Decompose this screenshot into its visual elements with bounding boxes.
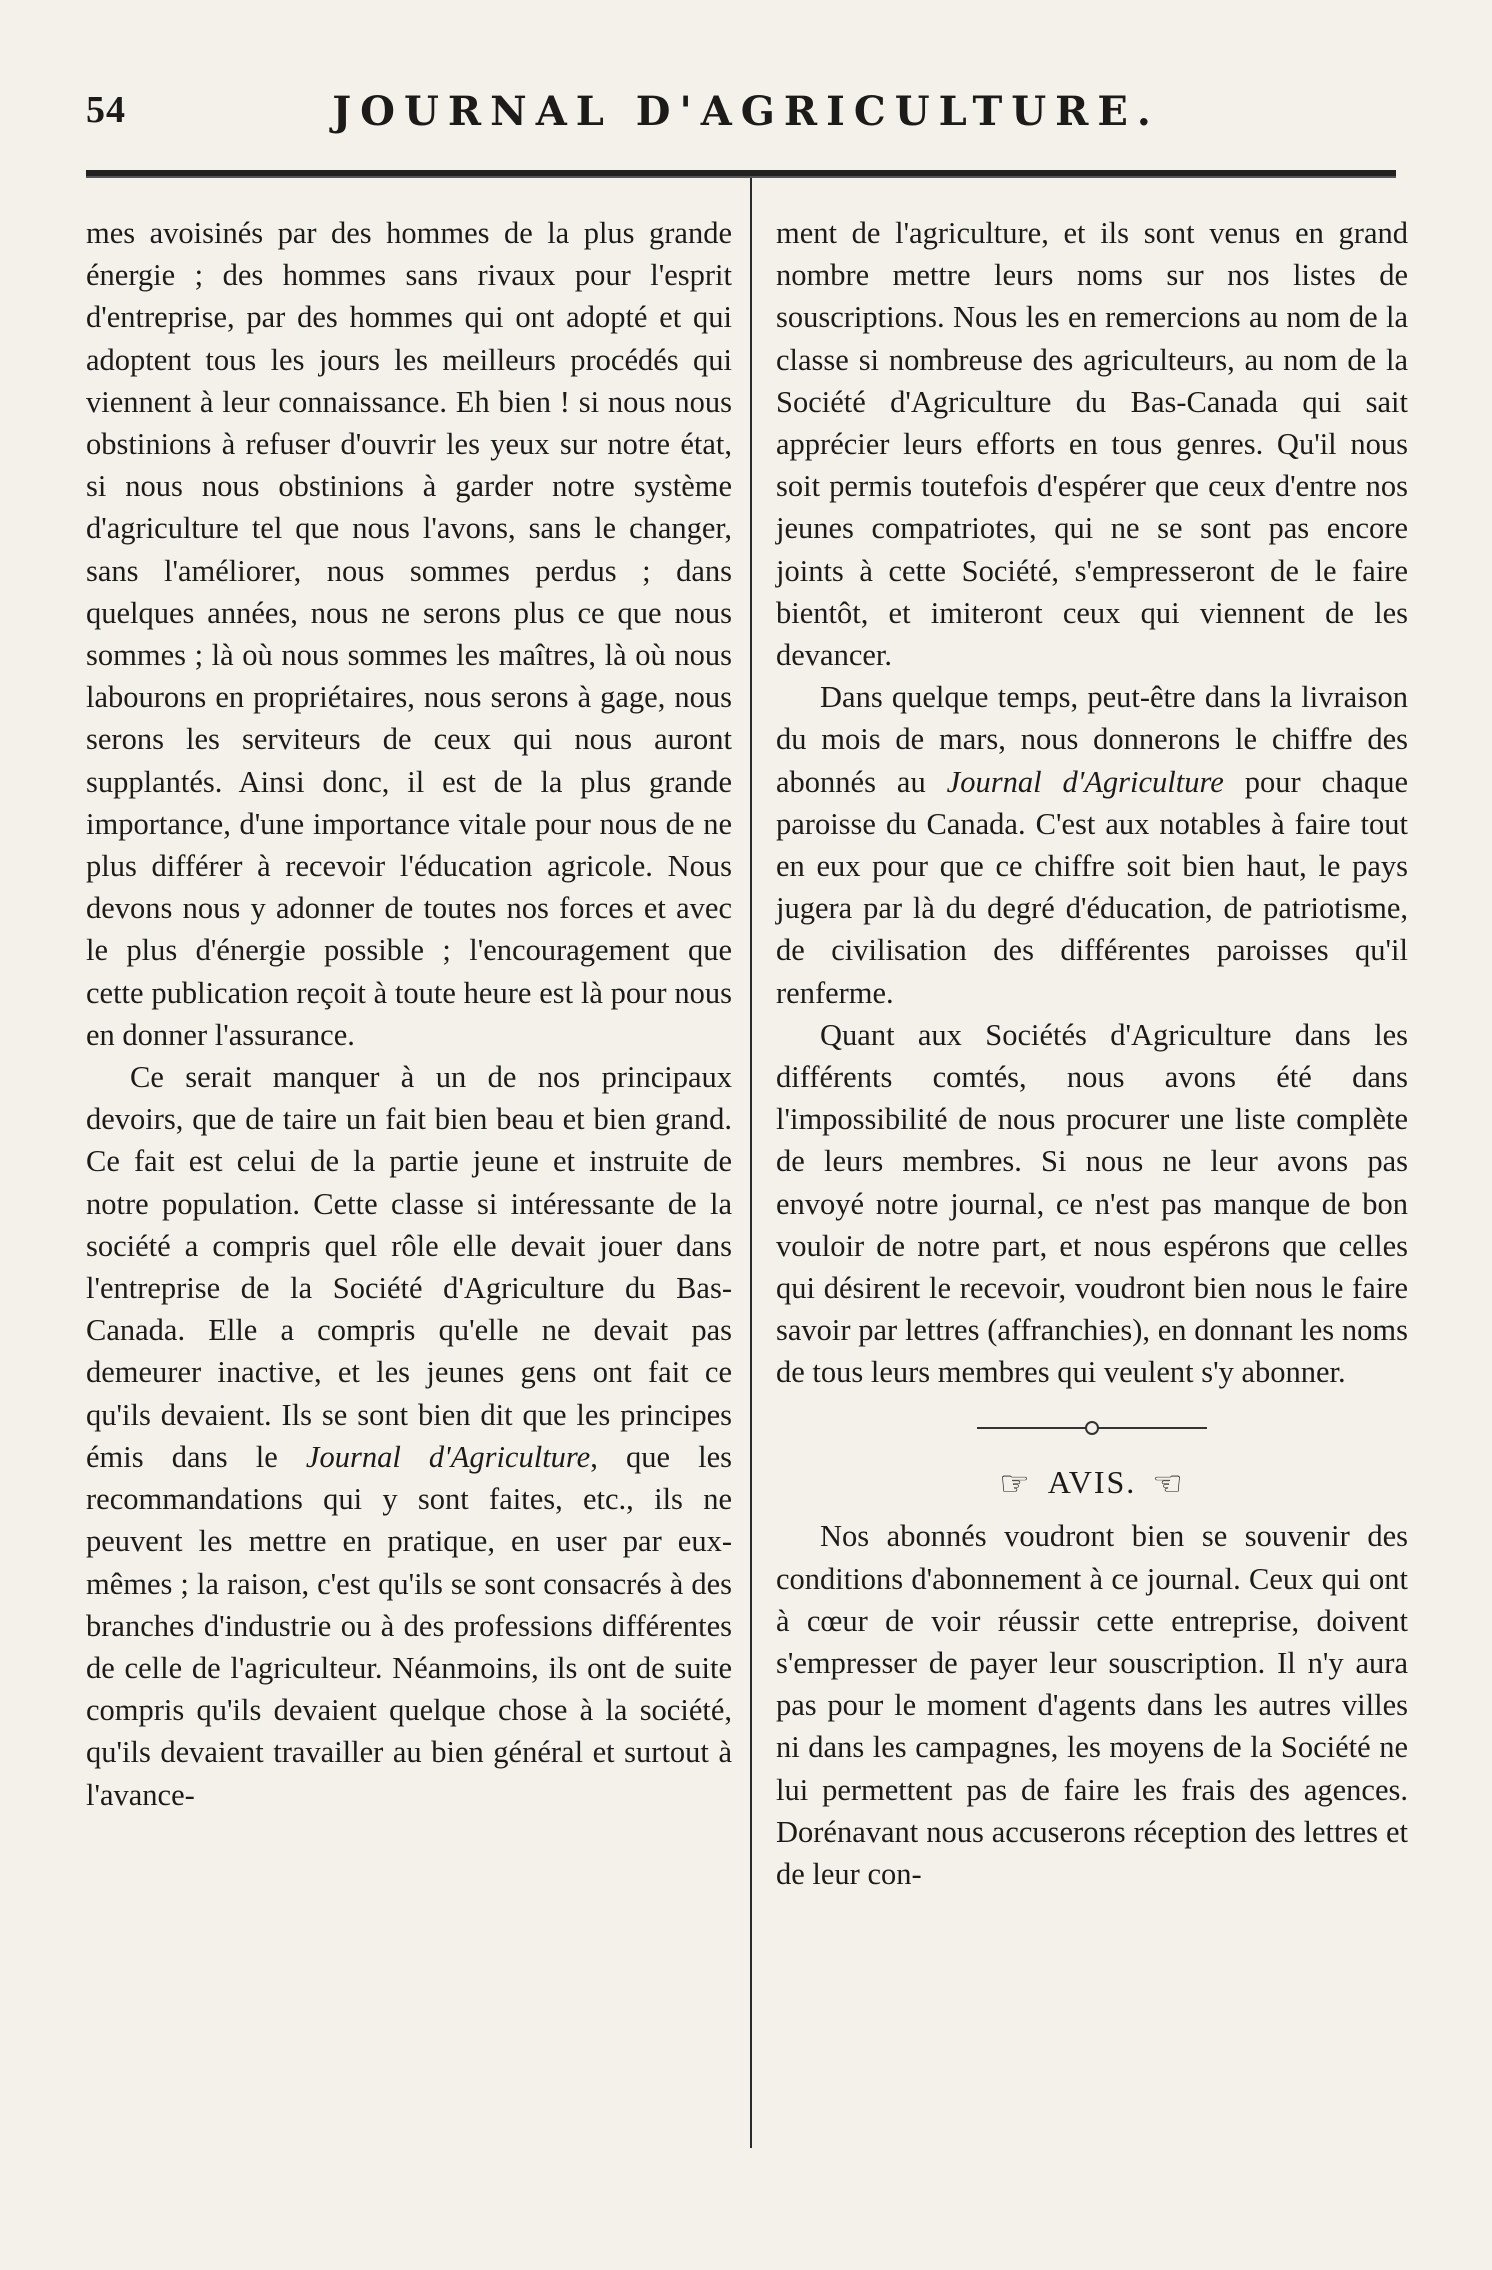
left-p2-text-a: Ce serait manquer à un de nos principaux devoirs, que de taire un fait bien beau et bien grand. Ce fait est celui de la partie jeune et instruite de notre population. Cette classe si intéressante de la société a compris quel rôle elle devait jouer dans l'entreprise de la Société d'Agriculture du Bas-Canada. Elle a compris qu'elle ne devait pas demeurer inactive, et les jeunes gens ont fait ce qu'ils devaient. Ils se sont bien dit que les principes émis dans le (86, 1060, 732, 1474)
ornamental-divider (977, 1418, 1207, 1438)
pointing-hand-right-icon: ☞ (999, 1466, 1032, 1504)
divider-knot-ornament (1085, 1421, 1099, 1435)
right-paragraph-1: ment de l'agriculture, et ils sont venus en grand nombre mettre leurs noms sur nos listes de souscriptions. Nous les en remercions au nom de la classe si nombreuse des agriculteurs, au nom de la Société d'Agriculture du Bas-Canada qui sait apprécier leurs efforts en tous genres. Qu'il nous soit permis toutefois d'espérer que ceux d'entre nos jeunes compatriotes, qui ne se sont pas encore joints à cette Société, s'empresseront de le faire bientôt, et imiteront ceux qui viennent de les devancer. (776, 216, 1408, 673)
avis-title: AVIS. (1047, 1463, 1137, 1500)
column-divider (750, 178, 752, 2148)
pointing-hand-left-icon: ☜ (1152, 1466, 1185, 1504)
header-rule (86, 170, 1396, 178)
avis-paragraph: Nos abonnés voudront bien se souvenir des conditions d'abonnement à ce journal. Ceux qui ont à cœur de voir réussir cette entreprise, doivent s'empresser de payer leur souscription. Il n'y aura pas pour le moment d'agents dans les autres villes ni dans les campagnes, les moyens de la Société ne lui permettent pas de faire les frais des agences. Dorénavant nous accuserons réception des lettres et de leur con- (776, 1519, 1408, 1891)
right-paragraph-2 (776, 676, 1408, 1014)
right-paragraph-3: Quant aux Sociétés d'Agriculture dans les différents comtés, nous avons été dans l'impossibilité de nous procurer une liste complète de leurs membres. Si nous ne leur avons pas envoyé notre journal, ce n'est pas manque de bon vouloir de notre part, et nous espérons que celles qui désirent le recevoir, voudront bien nous le faire savoir par lettres (affranchies), en donnant les noms de tous leurs membres qui veulent s'y abonner. (776, 1017, 1408, 1390)
left-p2-italic-title: Journal d'Agriculture (305, 1439, 591, 1474)
running-title: JOURNAL D'AGRICULTURE. (332, 88, 1160, 135)
left-p2-text-b: , que les recommandations qui y sont faites, etc., ils ne peuvent les mettre en pratique, en user par eux-mêmes ; la raison, c'est qu'ils se sont consacrés à des branches d'industrie ou à des professions différentes de celle de l'agriculteur. Néanmoins, ils ont de suite compris qu'ils devaient quelque chose à la société, qu'ils devaient travailler au bien général et surtout à l'avance- (86, 1439, 733, 1812)
left-paragraph-2 (86, 1056, 732, 1816)
left-column (86, 212, 732, 1816)
page-header (86, 88, 1406, 148)
right-p2-text-b: pour chaque paroisse du Canada. C'est aux notables à faire tout en eux pour que ce chiffre soit bien haut, le pays jugera par là du degré d'éducation, de patriotisme, de civilisation des différentes paroisses qu'il renferme. (776, 764, 1408, 1010)
avis-heading (776, 1460, 1408, 1508)
page-number: 54 (86, 89, 126, 131)
left-paragraph-1: mes avoisinés par des hommes de la plus grande énergie ; des hommes sans rivaux pour l'esprit d'entreprise, par des hommes qui ont adopté et qui adoptent tous les jours les meilleurs procédés qui viennent à leur connaissance. Eh bien ! si nous nous obstinions à refuser d'ouvrir les yeux sur notre état, si nous nous obstinions à garder notre système d'agriculture tel que nous l'avons, sans le changer, sans l'améliorer, nous sommes perdus ; dans quelques années, nous ne serons plus ce que nous sommes ; là où nous sommes les maîtres, là où nous labourons en propriétaires, nous serons à gage, nous serons les serviteurs de ceux qui nous auront supplantés. Ainsi donc, il est de la plus grande importance, d'une importance vitale pour nous de ne plus différer à recevoir l'éducation agricole. Nous devons nous y adonner de toutes nos forces et avec le plus d'énergie possible ; l'encouragement que cette publication reçoit à toute heure est là pour nous en donner l'assurance. (86, 216, 732, 1052)
right-p2-italic-title: Journal d'Agriculture (946, 764, 1224, 799)
right-p2-text-a: Dans quelque temps, peut-être dans la livraison du mois de mars, nous donnerons le chiffre des abonnés au (776, 680, 1408, 799)
right-column (776, 212, 1408, 1895)
